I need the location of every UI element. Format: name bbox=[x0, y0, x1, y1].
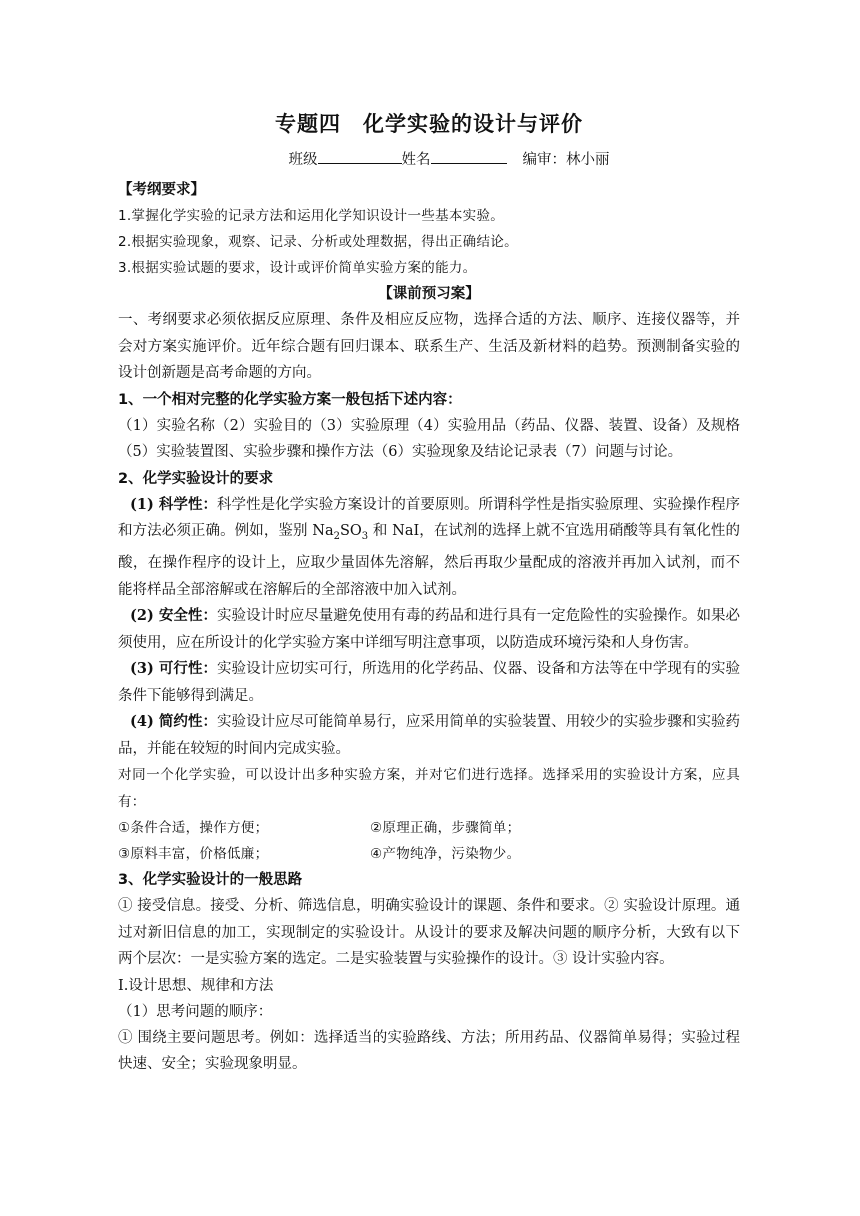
requirement-safety bbox=[118, 603, 740, 656]
requirement-text: 和 NaI，在试剂的选择上就不宜选用硝酸等具有氧化性的酸，在操作程序的设计上，应取少量固体先溶解，然后再取少量配成的溶液并再加入试剂，而不能将样品全部溶解或在溶解后的全部溶液中加入试剂。 bbox=[118, 523, 740, 598]
requirement-scientific bbox=[118, 492, 740, 604]
formula-part: SO bbox=[339, 523, 362, 539]
requirement-label: (3) 可行性： bbox=[130, 660, 218, 678]
editor-label: 编审：林小丽 bbox=[522, 152, 610, 168]
kaogang-item: 1.掌握化学实验的记录方法和运用化学知识设计一些基本实验。 bbox=[118, 208, 505, 224]
class-label: 班级 bbox=[288, 152, 318, 168]
criterion-item: ②原理正确，步骤简单； bbox=[370, 820, 521, 837]
section-3-heading: 3、化学实验设计的一般思路 bbox=[118, 872, 303, 889]
section-3-body: ① 接受信息。接受、分析、筛选信息，明确实验设计的课题、条件和要求。② 实验设计原理。通过对新旧信息的加工，实现制定的实验设计。从设计的要求及解决问题的顺序分析，大致有以下两个层次：一是实验方案的选定。二是实验装置与实验操作的设计。③ 设计实验内容。 bbox=[118, 898, 740, 968]
requirement-simplicity bbox=[118, 709, 740, 762]
requirement-feasibility bbox=[118, 656, 740, 709]
section-1-body: （1）实验名称（2）实验目的（3）实验原理（4）实验用品（药品、仪器、装置、设备）及规格（5）实验装置图、实验步骤和操作方法（6）实验现象及结论记录表（7）问题与讨论。 bbox=[118, 417, 740, 460]
criterion-item: ④产物纯净，污染物少。 bbox=[370, 846, 521, 863]
student-info-line bbox=[118, 148, 740, 169]
name-blank[interactable] bbox=[431, 149, 507, 164]
class-blank[interactable] bbox=[318, 149, 402, 164]
requirement-label: (4) 简约性： bbox=[130, 713, 218, 731]
title-topic: 专题四 bbox=[275, 112, 341, 136]
criteria-row bbox=[118, 841, 740, 867]
kaogang-item: 3.根据实验试题的要求，设计或评价简单实验方案的能力。 bbox=[118, 260, 477, 276]
document-title bbox=[118, 108, 740, 138]
section-1-heading: 1、一个相对完整的化学实验方案一般包括下述内容： bbox=[118, 391, 462, 408]
section-2-heading: 2、化学实验设计的要求 bbox=[118, 470, 274, 487]
requirement-text: 实验设计时应尽量避免使用有毒的药品和进行具有一定危险性的实验操作。如果必须使用，应在所设计的化学实验方案中详细写明注意事项，以防造成环境污染和人身伤害。 bbox=[118, 608, 741, 651]
requirement-text: 实验设计应切实可行，所选用的化学药品、仪器、设备和方法等在中学现有的实验条件下能够得到满足。 bbox=[118, 661, 741, 704]
name-label: 姓名 bbox=[401, 152, 431, 168]
document-page bbox=[118, 108, 740, 1078]
preview-heading: 【课前预习案】 bbox=[378, 286, 480, 302]
requirement-text: 实验设计应尽可能简单易行，应采用简单的实验装置、用较少的实验步骤和实验药品，并能在较短的时间内完成实验。 bbox=[118, 714, 741, 757]
choice-paragraph: 对同一个化学实验，可以设计出多种实验方案，并对它们进行选择。选择采用的实验设计方案，应具有： bbox=[118, 767, 740, 810]
order-heading: （1）思考问题的顺序： bbox=[118, 1003, 273, 1020]
subscript: 2 bbox=[333, 530, 340, 542]
order-item: ① 围绕主要问题思考。例如：选择适当的实验路线、方法；所用药品、仪器简单易得；实验过程快速、安全；实验现象明显。 bbox=[118, 1029, 740, 1073]
criteria-row bbox=[118, 815, 740, 841]
intro-paragraph: 一、考纲要求必须依据反应原理、条件及相应反应物，选择合适的方法、顺序、连接仪器等，并会对方案实施评价。近年综合题有回归课本、联系生产、生活及新材料的趋势。预测制备实验的设计创新题是高考命题的方向。 bbox=[118, 312, 740, 381]
requirement-text: 科学性是化学实验方案设计的首要原则。所谓科学性是指实验原理、实验操作程序和方法必须正确。例如，鉴别 Na bbox=[118, 496, 741, 539]
requirement-label: (1) 科学性： bbox=[130, 495, 218, 513]
kaogang-item: 2.根据实验现象，观察、记录、分析或处理数据，得出正确结论。 bbox=[118, 234, 518, 250]
criterion-item: ③原料丰富，价格低廉； bbox=[118, 846, 269, 863]
requirement-label: (2) 安全性： bbox=[130, 607, 218, 625]
subscript: 3 bbox=[361, 530, 369, 542]
title-subject: 化学实验的设计与评价 bbox=[363, 112, 583, 136]
criterion-item: ①条件合适，操作方便； bbox=[118, 820, 269, 837]
subsection-heading: Ⅰ.设计思想、规律和方法 bbox=[118, 977, 274, 994]
kaogang-heading: 【考纲要求】 bbox=[118, 182, 205, 198]
